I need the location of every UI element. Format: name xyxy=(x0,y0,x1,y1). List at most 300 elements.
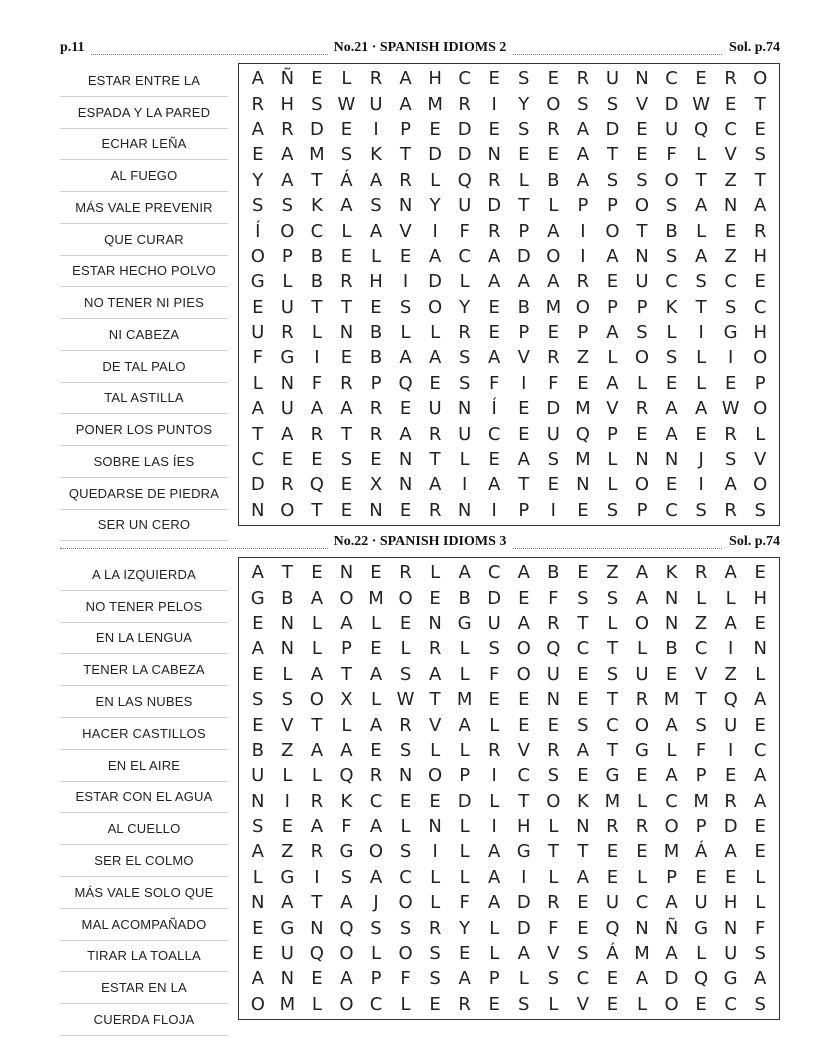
grid-letter[interactable]: A xyxy=(310,663,324,685)
grid-letter[interactable]: E xyxy=(429,372,441,394)
grid-letter[interactable]: T xyxy=(695,296,707,318)
grid-letter[interactable]: L xyxy=(430,562,441,584)
grid-letter[interactable]: A xyxy=(665,398,678,420)
grid-letter[interactable]: A xyxy=(606,372,619,394)
grid-letter[interactable]: N xyxy=(635,68,649,90)
grid-letter[interactable]: N xyxy=(280,372,295,394)
grid-letter[interactable]: S xyxy=(577,587,589,609)
grid-letter[interactable]: I xyxy=(314,866,320,888)
grid-letter[interactable]: G xyxy=(605,765,620,787)
grid-letter[interactable]: D xyxy=(428,271,443,293)
grid-letter[interactable]: A xyxy=(576,118,590,140)
grid-letter[interactable]: P xyxy=(370,968,382,990)
grid-letter[interactable]: R xyxy=(458,93,471,115)
grid-letter[interactable]: N xyxy=(487,144,501,166)
grid-letter[interactable]: A xyxy=(606,322,619,344)
grid-letter[interactable]: A xyxy=(576,866,590,888)
grid-letter[interactable]: I xyxy=(373,118,379,140)
grid-letter[interactable]: L xyxy=(755,892,766,914)
grid-letter[interactable]: A xyxy=(251,68,264,90)
grid-letter[interactable]: G xyxy=(516,841,531,863)
grid-letter[interactable]: Z xyxy=(724,169,737,191)
grid-letter[interactable]: R xyxy=(310,841,324,863)
grid-letter[interactable]: M xyxy=(456,689,473,711)
grid-letter[interactable]: G xyxy=(457,612,472,634)
grid-letter[interactable]: E xyxy=(340,118,353,140)
grid-letter[interactable]: E xyxy=(754,118,766,140)
grid-letter[interactable]: Y xyxy=(518,93,530,115)
grid-letter[interactable]: T xyxy=(518,474,530,496)
grid-letter[interactable]: S xyxy=(518,68,530,90)
grid-letter[interactable]: K xyxy=(665,562,678,584)
grid-letter[interactable]: A xyxy=(281,892,294,914)
grid-letter[interactable]: E xyxy=(695,68,707,90)
grid-letter[interactable]: R xyxy=(251,93,265,115)
grid-letter[interactable]: T xyxy=(281,562,293,584)
grid-letter[interactable]: E xyxy=(399,612,412,634)
grid-letter[interactable]: F xyxy=(341,816,352,838)
grid-letter[interactable]: N xyxy=(251,499,265,521)
grid-letter[interactable]: H xyxy=(723,892,738,914)
grid-letter[interactable]: S xyxy=(606,587,619,609)
grid-letter[interactable]: S xyxy=(399,296,412,318)
grid-letter[interactable]: I xyxy=(491,93,497,115)
grid-letter[interactable]: Q xyxy=(457,169,472,191)
grid-letter[interactable]: L xyxy=(489,714,500,736)
grid-letter[interactable]: A xyxy=(340,398,353,420)
grid-letter[interactable]: Ñ xyxy=(280,68,295,90)
grid-letter[interactable]: D xyxy=(457,144,472,166)
grid-letter[interactable]: D xyxy=(516,917,531,939)
grid-letter[interactable]: M xyxy=(309,144,325,166)
grid-letter[interactable]: L xyxy=(607,474,618,496)
grid-letter[interactable]: O xyxy=(339,587,354,609)
grid-letter[interactable]: T xyxy=(311,169,323,191)
grid-letter[interactable]: U xyxy=(694,892,708,914)
grid-letter[interactable]: A xyxy=(547,271,560,293)
grid-letter[interactable]: E xyxy=(754,816,766,838)
grid-letter[interactable]: E xyxy=(370,562,382,584)
grid-letter[interactable]: E xyxy=(754,562,766,584)
grid-letter[interactable]: A xyxy=(754,689,767,711)
grid-letter[interactable]: R xyxy=(428,499,442,521)
grid-letter[interactable]: G xyxy=(280,347,295,369)
grid-letter[interactable]: B xyxy=(458,587,471,609)
grid-letter[interactable]: L xyxy=(548,866,559,888)
grid-letter[interactable]: I xyxy=(521,372,527,394)
grid-letter[interactable]: M xyxy=(663,689,680,711)
grid-letter[interactable]: R xyxy=(369,398,383,420)
grid-letter[interactable]: N xyxy=(339,322,354,344)
grid-letter[interactable]: S xyxy=(370,917,382,939)
grid-letter[interactable]: B xyxy=(310,271,324,293)
grid-letter[interactable]: S xyxy=(547,449,560,471)
grid-letter[interactable]: E xyxy=(429,587,441,609)
grid-letter[interactable]: F xyxy=(311,372,323,394)
grid-letter[interactable]: P xyxy=(636,499,648,521)
grid-letter[interactable]: L xyxy=(607,612,618,634)
grid-letter[interactable]: Z xyxy=(694,612,708,634)
grid-letter[interactable]: N xyxy=(635,245,649,267)
grid-letter[interactable]: O xyxy=(339,993,354,1015)
grid-letter[interactable]: E xyxy=(606,968,619,990)
grid-letter[interactable]: A xyxy=(369,714,383,736)
grid-letter[interactable]: E xyxy=(488,993,500,1015)
grid-letter[interactable]: E xyxy=(724,866,737,888)
grid-letter[interactable]: A xyxy=(547,220,560,242)
grid-letter[interactable]: L xyxy=(370,245,381,267)
grid-letter[interactable]: A xyxy=(517,449,530,471)
grid-letter[interactable]: T xyxy=(429,689,441,711)
grid-letter[interactable]: S xyxy=(399,917,412,939)
grid-letter[interactable]: A xyxy=(369,816,383,838)
grid-letter[interactable]: A xyxy=(458,968,471,990)
grid-letter[interactable]: E xyxy=(252,943,264,965)
grid-letter[interactable]: D xyxy=(546,398,561,420)
grid-letter[interactable]: L xyxy=(696,220,707,242)
grid-letter[interactable]: O xyxy=(753,474,768,496)
grid-letter[interactable]: R xyxy=(576,271,590,293)
grid-letter[interactable]: B xyxy=(547,562,560,584)
grid-letter[interactable]: P xyxy=(695,765,707,787)
grid-letter[interactable]: M xyxy=(575,398,591,420)
grid-letter[interactable]: L xyxy=(696,943,707,965)
grid-letter[interactable]: V xyxy=(724,144,737,166)
grid-letter[interactable]: A xyxy=(635,587,649,609)
grid-letter[interactable]: L xyxy=(696,347,707,369)
grid-letter[interactable]: B xyxy=(517,296,530,318)
grid-letter[interactable]: T xyxy=(606,739,618,761)
grid-letter[interactable]: N xyxy=(457,499,472,521)
grid-letter[interactable]: A xyxy=(665,714,678,736)
grid-letter[interactable]: E xyxy=(577,562,589,584)
grid-letter[interactable]: N xyxy=(664,449,679,471)
grid-letter[interactable]: L xyxy=(400,816,411,838)
grid-letter[interactable]: I xyxy=(432,220,438,242)
grid-letter[interactable]: F xyxy=(548,587,559,609)
grid-letter[interactable]: A xyxy=(754,968,767,990)
grid-letter[interactable]: L xyxy=(548,993,559,1015)
grid-letter[interactable]: S xyxy=(518,118,530,140)
grid-letter[interactable]: Z xyxy=(606,562,619,584)
grid-letter[interactable]: O xyxy=(516,663,531,685)
grid-letter[interactable]: E xyxy=(636,144,648,166)
grid-letter[interactable]: G xyxy=(250,587,265,609)
grid-letter[interactable]: R xyxy=(428,917,442,939)
grid-letter[interactable]: B xyxy=(369,347,383,369)
grid-letter[interactable]: F xyxy=(548,917,559,939)
grid-letter[interactable]: R xyxy=(547,118,560,140)
grid-letter[interactable]: L xyxy=(636,866,647,888)
grid-letter[interactable]: E xyxy=(636,841,648,863)
grid-letter[interactable]: Á xyxy=(606,943,619,965)
grid-letter[interactable]: A xyxy=(428,347,442,369)
grid-letter[interactable]: R xyxy=(428,423,442,445)
grid-letter[interactable]: Y xyxy=(459,917,471,939)
grid-letter[interactable]: M xyxy=(279,993,296,1015)
grid-letter[interactable]: R xyxy=(399,714,412,736)
grid-letter[interactable]: E xyxy=(606,841,619,863)
grid-letter[interactable]: R xyxy=(635,398,649,420)
grid-letter[interactable]: P xyxy=(607,296,618,318)
grid-letter[interactable]: O xyxy=(368,841,384,863)
grid-letter[interactable]: O xyxy=(753,68,768,90)
grid-letter[interactable]: C xyxy=(517,765,531,787)
grid-letter[interactable]: E xyxy=(606,993,619,1015)
grid-letter[interactable]: S xyxy=(458,347,471,369)
grid-letter[interactable]: A xyxy=(340,968,353,990)
grid-letter[interactable]: E xyxy=(518,587,530,609)
grid-letter[interactable]: A xyxy=(635,562,649,584)
grid-letter[interactable]: O xyxy=(398,943,413,965)
grid-letter[interactable]: A xyxy=(310,739,324,761)
grid-letter[interactable]: E xyxy=(518,689,530,711)
grid-letter[interactable]: S xyxy=(399,739,412,761)
grid-letter[interactable]: P xyxy=(636,296,648,318)
grid-letter[interactable]: A xyxy=(488,271,501,293)
grid-letter[interactable]: S xyxy=(754,993,766,1015)
grid-letter[interactable]: L xyxy=(489,917,500,939)
grid-letter[interactable]: A xyxy=(754,790,767,812)
grid-letter[interactable]: L xyxy=(636,372,647,394)
grid-letter[interactable]: Q xyxy=(339,917,354,939)
grid-letter[interactable]: O xyxy=(664,169,679,191)
grid-letter[interactable]: T xyxy=(606,689,618,711)
grid-letter[interactable]: E xyxy=(518,144,530,166)
grid-letter[interactable]: L xyxy=(311,765,322,787)
grid-letter[interactable]: N xyxy=(398,765,413,787)
grid-letter[interactable]: E xyxy=(577,917,589,939)
grid-letter[interactable]: I xyxy=(698,322,704,344)
grid-letter[interactable]: Y xyxy=(429,195,441,217)
grid-letter[interactable]: S xyxy=(665,347,678,369)
grid-letter[interactable]: T xyxy=(311,499,323,521)
grid-letter[interactable]: N xyxy=(576,816,590,838)
grid-letter[interactable]: N xyxy=(753,638,767,660)
grid-letter[interactable]: Z xyxy=(576,347,590,369)
grid-letter[interactable]: E xyxy=(252,144,264,166)
grid-letter[interactable]: L xyxy=(282,765,293,787)
grid-letter[interactable]: P xyxy=(607,195,618,217)
grid-letter[interactable]: O xyxy=(546,93,561,115)
grid-letter[interactable]: E xyxy=(370,638,382,660)
grid-letter[interactable]: D xyxy=(487,195,502,217)
grid-letter[interactable]: R xyxy=(399,562,412,584)
grid-letter[interactable]: U xyxy=(369,93,383,115)
grid-letter[interactable]: S xyxy=(636,169,648,191)
grid-letter[interactable]: E xyxy=(636,765,648,787)
grid-letter[interactable]: A xyxy=(369,663,383,685)
grid-letter[interactable]: F xyxy=(489,663,500,685)
grid-letter[interactable]: U xyxy=(458,195,472,217)
grid-letter[interactable]: P xyxy=(607,423,618,445)
grid-letter[interactable]: S xyxy=(252,689,264,711)
grid-letter[interactable]: U xyxy=(280,296,294,318)
grid-letter[interactable]: V xyxy=(281,714,294,736)
grid-letter[interactable]: A xyxy=(340,892,353,914)
grid-letter[interactable]: B xyxy=(665,220,678,242)
grid-letter[interactable]: L xyxy=(636,638,647,660)
grid-letter[interactable]: O xyxy=(575,296,590,318)
grid-letter[interactable]: A xyxy=(665,423,678,445)
grid-letter[interactable]: X xyxy=(369,474,383,496)
grid-letter[interactable]: S xyxy=(547,765,560,787)
grid-letter[interactable]: F xyxy=(459,220,470,242)
grid-letter[interactable]: L xyxy=(607,347,618,369)
grid-letter[interactable]: A xyxy=(428,245,442,267)
grid-letter[interactable]: U xyxy=(251,765,265,787)
grid-letter[interactable]: I xyxy=(728,347,734,369)
grid-letter[interactable]: R xyxy=(547,612,560,634)
grid-letter[interactable]: L xyxy=(311,612,322,634)
grid-letter[interactable]: A xyxy=(694,398,708,420)
grid-letter[interactable]: A xyxy=(517,612,530,634)
grid-letter[interactable]: T xyxy=(518,790,530,812)
grid-letter[interactable]: L xyxy=(311,322,322,344)
grid-letter[interactable]: R xyxy=(340,372,353,394)
grid-letter[interactable]: N xyxy=(251,892,265,914)
grid-letter[interactable]: T xyxy=(695,169,707,191)
grid-letter[interactable]: E xyxy=(429,790,441,812)
grid-letter[interactable]: H xyxy=(753,245,767,267)
grid-letter[interactable]: E xyxy=(518,423,530,445)
grid-letter[interactable]: N xyxy=(398,449,413,471)
grid-letter[interactable]: S xyxy=(547,968,560,990)
grid-letter[interactable]: N xyxy=(428,816,442,838)
grid-letter[interactable]: S xyxy=(606,499,619,521)
grid-letter[interactable]: S xyxy=(340,866,353,888)
grid-letter[interactable]: U xyxy=(546,663,560,685)
grid-letter[interactable]: N xyxy=(457,398,472,420)
grid-letter[interactable]: P xyxy=(518,322,530,344)
grid-letter[interactable]: B xyxy=(369,322,383,344)
grid-letter[interactable]: E xyxy=(518,398,530,420)
grid-letter[interactable]: Á xyxy=(694,841,708,863)
grid-letter[interactable]: S xyxy=(281,689,294,711)
grid-letter[interactable]: Z xyxy=(281,841,294,863)
grid-letter[interactable]: C xyxy=(458,245,471,267)
grid-letter[interactable]: I xyxy=(462,474,468,496)
grid-letter[interactable]: V xyxy=(635,93,649,115)
grid-letter[interactable]: A xyxy=(251,118,264,140)
grid-letter[interactable]: O xyxy=(634,195,650,217)
grid-letter[interactable]: P xyxy=(370,372,382,394)
grid-letter[interactable]: S xyxy=(724,296,737,318)
grid-letter[interactable]: E xyxy=(724,93,737,115)
grid-letter[interactable]: N xyxy=(723,195,738,217)
grid-letter[interactable]: H xyxy=(753,322,767,344)
grid-letter[interactable]: L xyxy=(341,68,352,90)
grid-letter[interactable]: O xyxy=(634,612,650,634)
grid-letter[interactable]: E xyxy=(399,499,412,521)
grid-letter[interactable]: A xyxy=(754,765,767,787)
grid-letter[interactable]: L xyxy=(725,587,736,609)
grid-letter[interactable]: L xyxy=(430,322,441,344)
grid-letter[interactable]: E xyxy=(636,423,648,445)
grid-letter[interactable]: A xyxy=(488,347,501,369)
grid-letter[interactable]: D xyxy=(457,118,472,140)
grid-letter[interactable]: I xyxy=(491,816,497,838)
grid-letter[interactable]: A xyxy=(517,562,530,584)
grid-letter[interactable]: S xyxy=(665,245,678,267)
grid-letter[interactable]: C xyxy=(635,892,649,914)
grid-letter[interactable]: T xyxy=(311,892,323,914)
grid-letter[interactable]: E xyxy=(252,296,264,318)
grid-letter[interactable]: N xyxy=(398,195,413,217)
grid-letter[interactable]: O xyxy=(634,474,650,496)
grid-letter[interactable]: I xyxy=(491,499,497,521)
grid-letter[interactable]: N xyxy=(635,917,649,939)
grid-letter[interactable]: E xyxy=(636,118,648,140)
grid-letter[interactable]: C xyxy=(369,993,383,1015)
grid-letter[interactable]: L xyxy=(311,993,322,1015)
grid-letter[interactable]: R xyxy=(753,220,767,242)
grid-letter[interactable]: D xyxy=(457,790,472,812)
grid-letter[interactable]: E xyxy=(724,220,737,242)
grid-letter[interactable]: A xyxy=(488,866,501,888)
grid-letter[interactable]: E xyxy=(695,993,707,1015)
grid-letter[interactable]: G xyxy=(280,866,295,888)
grid-letter[interactable]: T xyxy=(340,663,352,685)
grid-letter[interactable]: G xyxy=(723,968,738,990)
grid-letter[interactable]: N xyxy=(339,562,354,584)
grid-letter[interactable]: O xyxy=(309,689,324,711)
grid-letter[interactable]: E xyxy=(488,296,500,318)
grid-letter[interactable]: L xyxy=(430,739,441,761)
grid-letter[interactable]: B xyxy=(547,169,560,191)
grid-letter[interactable]: E xyxy=(370,739,382,761)
grid-letter[interactable]: E xyxy=(577,663,589,685)
grid-letter[interactable]: L xyxy=(370,689,381,711)
grid-letter[interactable]: A xyxy=(369,220,383,242)
grid-letter[interactable]: R xyxy=(724,68,737,90)
grid-letter[interactable]: N xyxy=(723,917,738,939)
grid-letter[interactable]: Q xyxy=(546,638,561,660)
grid-letter[interactable]: S xyxy=(606,663,619,685)
grid-letter[interactable]: L xyxy=(636,790,647,812)
grid-letter[interactable]: U xyxy=(428,398,442,420)
grid-letter[interactable]: O xyxy=(664,993,679,1015)
grid-letter[interactable]: E xyxy=(488,118,500,140)
grid-letter[interactable]: A xyxy=(724,562,737,584)
grid-letter[interactable]: R xyxy=(724,423,737,445)
grid-letter[interactable]: C xyxy=(665,790,678,812)
grid-letter[interactable]: E xyxy=(724,372,737,394)
grid-letter[interactable]: A xyxy=(428,663,442,685)
grid-letter[interactable]: O xyxy=(664,816,679,838)
grid-letter[interactable]: E xyxy=(488,68,500,90)
grid-letter[interactable]: C xyxy=(576,968,590,990)
grid-letter[interactable]: N xyxy=(369,499,383,521)
grid-letter[interactable]: M xyxy=(545,296,562,318)
grid-letter[interactable]: M xyxy=(427,93,443,115)
grid-letter[interactable]: E xyxy=(547,714,560,736)
grid-letter[interactable]: N xyxy=(280,968,295,990)
grid-letter[interactable]: E xyxy=(340,474,353,496)
grid-letter[interactable]: R xyxy=(369,423,383,445)
grid-letter[interactable]: U xyxy=(487,612,501,634)
grid-letter[interactable]: E xyxy=(399,790,412,812)
grid-letter[interactable]: C xyxy=(753,296,767,318)
grid-letter[interactable]: E xyxy=(488,322,500,344)
grid-letter[interactable]: A xyxy=(517,943,530,965)
grid-letter[interactable]: Z xyxy=(281,739,294,761)
grid-letter[interactable]: V xyxy=(694,663,708,685)
grid-letter[interactable]: L xyxy=(607,449,618,471)
grid-letter[interactable]: R xyxy=(487,220,501,242)
grid-letter[interactable]: S xyxy=(695,714,707,736)
grid-letter[interactable]: T xyxy=(636,220,648,242)
